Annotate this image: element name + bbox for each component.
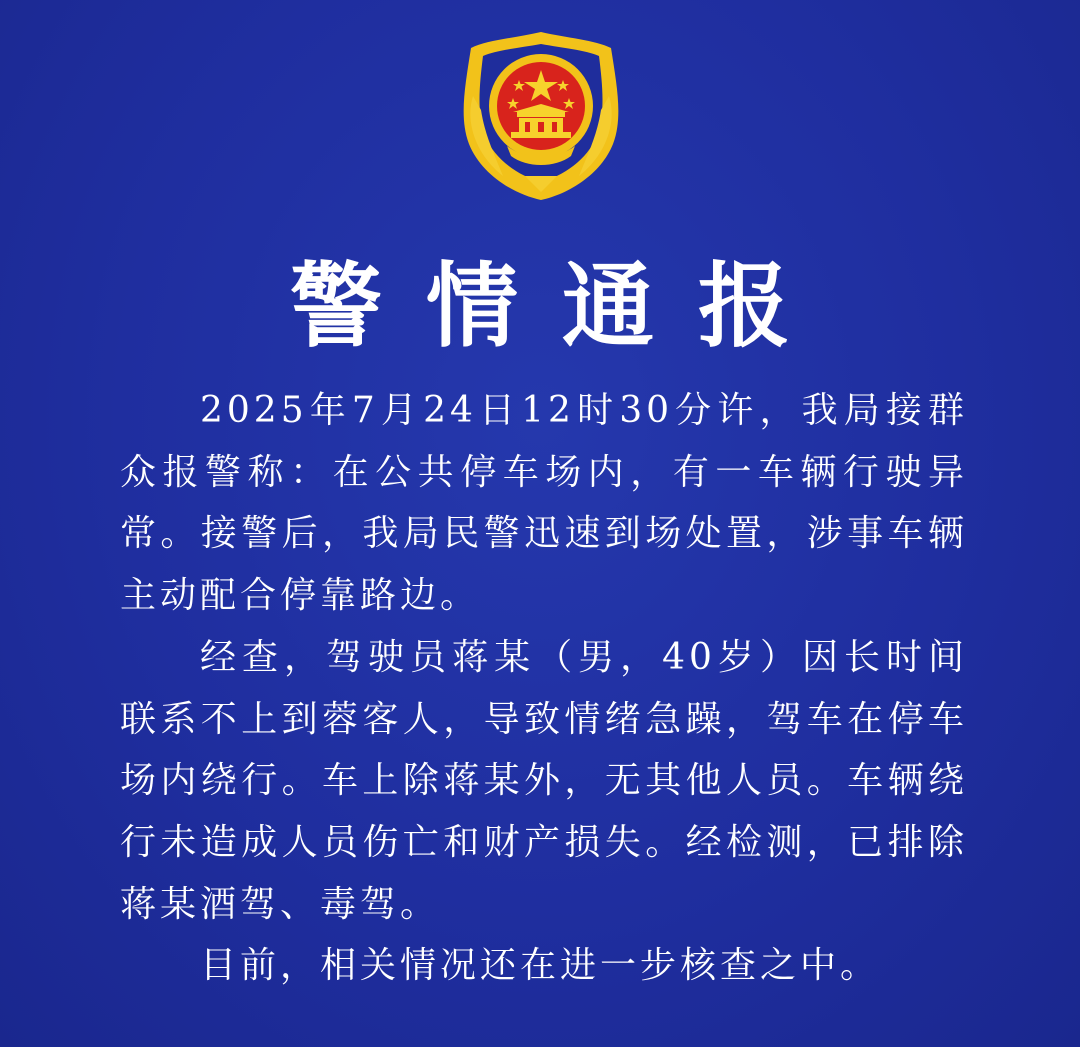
paragraph-3: 目前，相关情况还在进一步核查之中。 [200,945,881,987]
paragraph-2: 经查，驾驶员蒋某（男，40岁）因长时间联系不上到蓉客人，导致情绪急躁，驾车在停车场内绕行。车上除蒋某外，无其他人员。车辆绕行未造成人员伤亡和财产损失。经检测，已排除蒋某酒驾、毒驾。 [120,636,968,925]
page-title: 警情通报 [289,253,834,360]
police-emblem-icon [455,26,627,204]
notice-body [120,380,968,997]
paragraph-1: 2025年7月24日12时30分许，我局接群众报警称：在公共停车场内，有一车辆行驶异常。接警后，我局民警迅速到场处置，涉事车辆主动配合停靠路边。 [120,390,968,617]
